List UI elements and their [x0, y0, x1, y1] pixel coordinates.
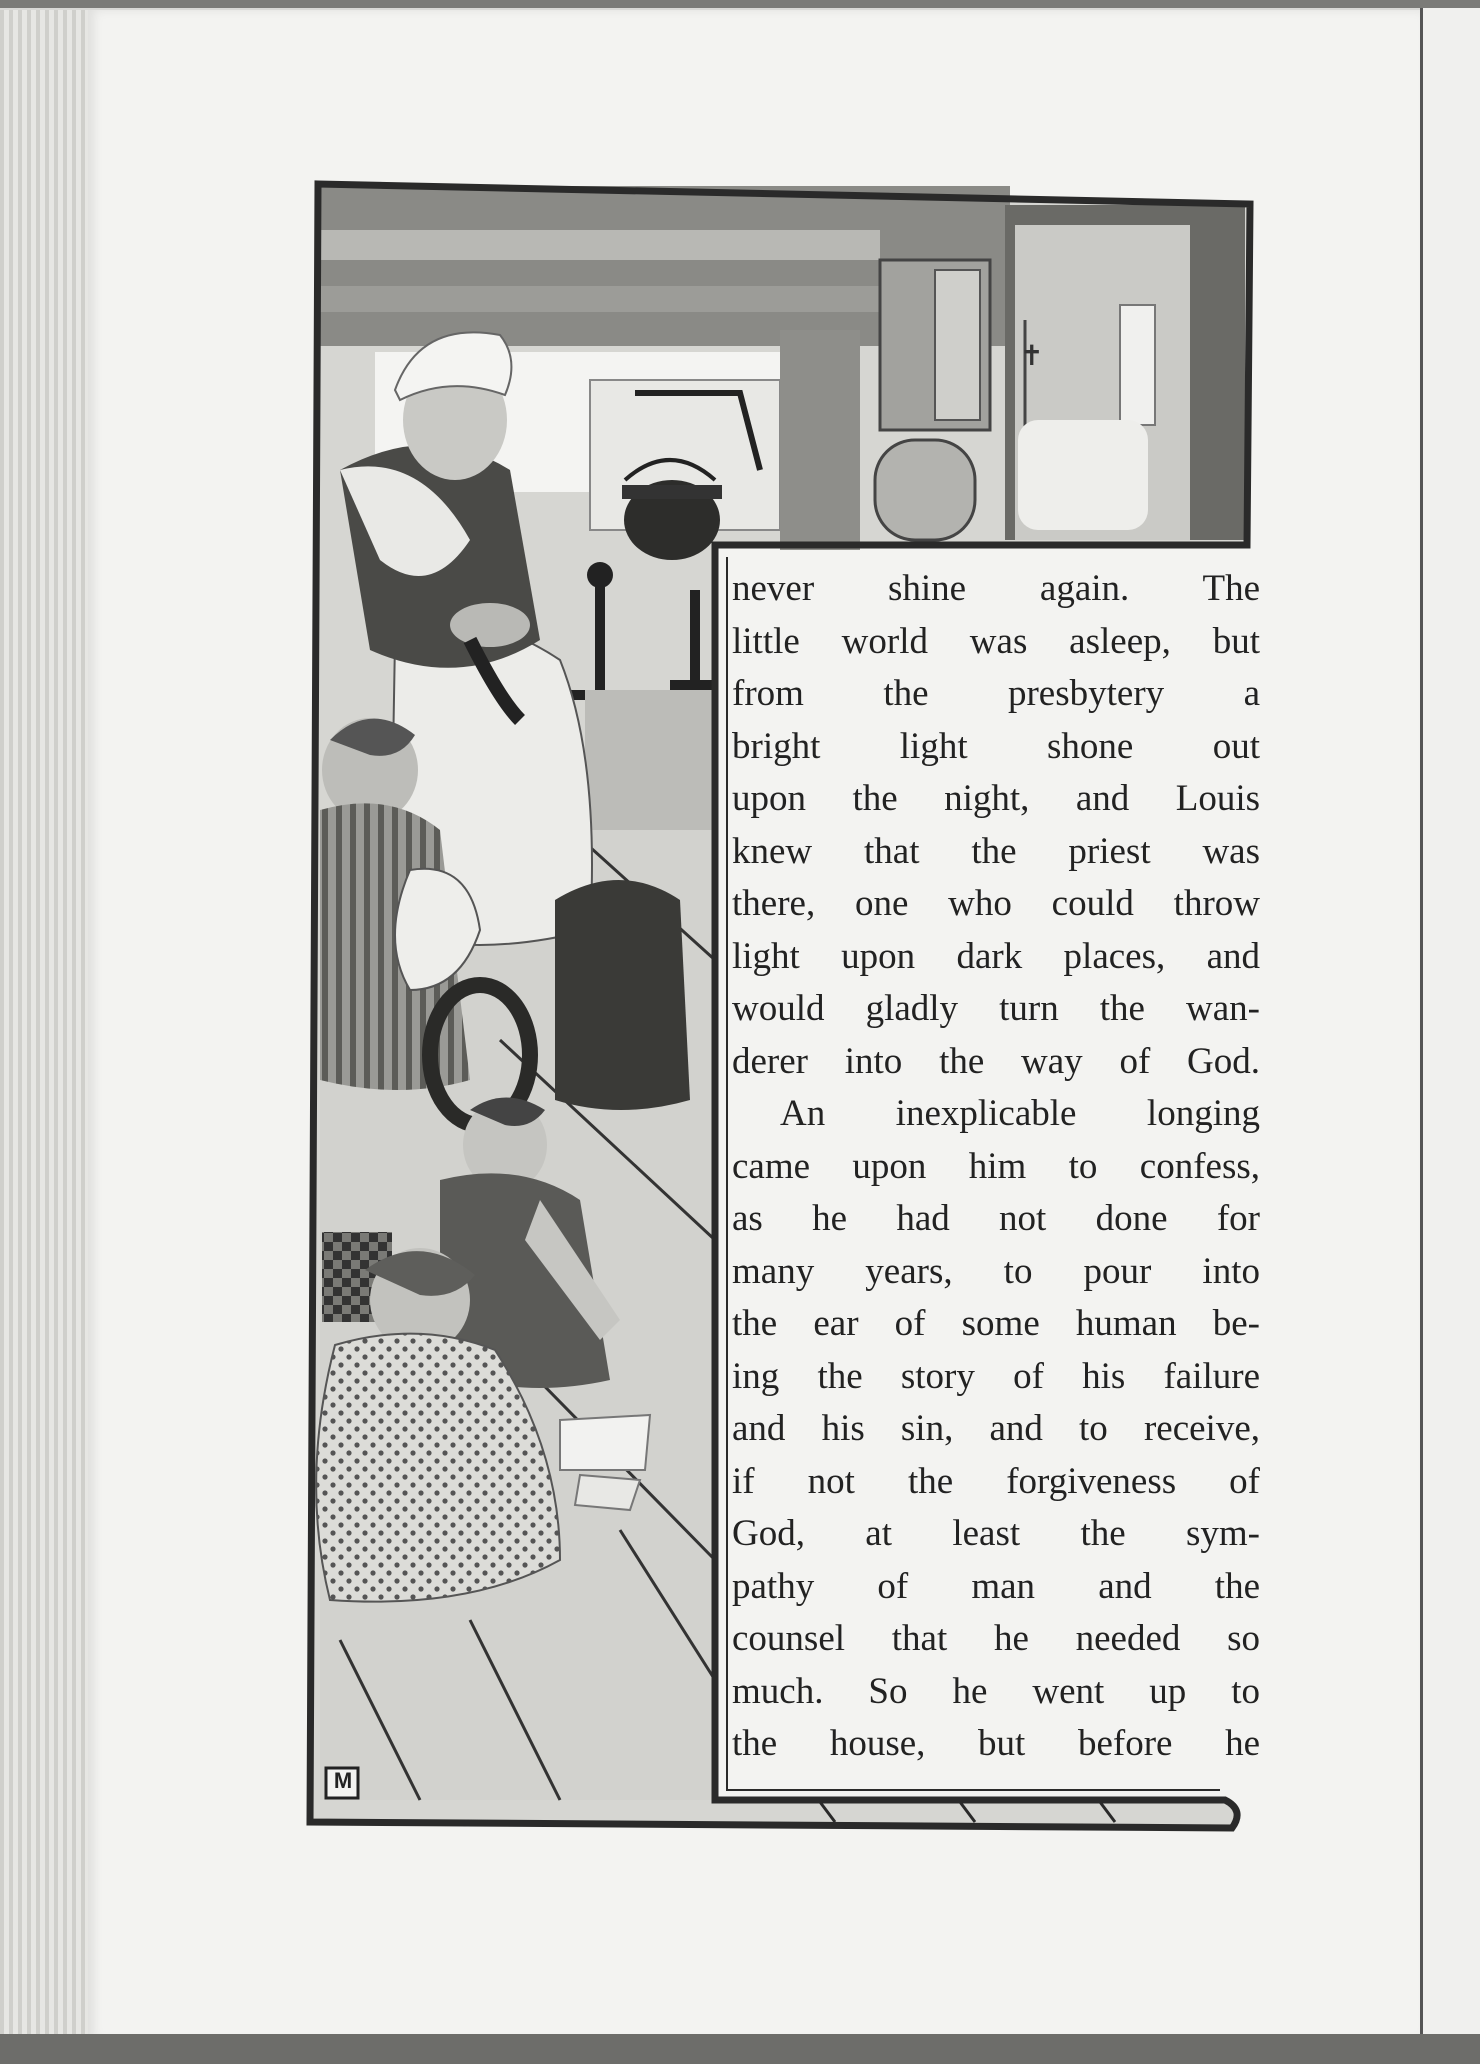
- text-line: there, one who could throw: [732, 883, 1260, 924]
- text-line: knew that the priest was: [732, 830, 1260, 872]
- text-line: derer into the way of God.: [732, 1040, 1260, 1082]
- text-line: came upon him to confess,: [732, 1145, 1260, 1187]
- text-line: little world was asleep, but: [732, 620, 1260, 662]
- text-line: from the presbytery a: [732, 673, 1260, 714]
- text-line: bright light shone out: [732, 725, 1260, 767]
- text-line: and his sin, and to receive,: [732, 1408, 1260, 1449]
- text-line: the house, but before he: [732, 1723, 1260, 1764]
- text-line: ing the story of his failure: [732, 1355, 1260, 1397]
- text-line: many years, to pour into: [732, 1250, 1260, 1292]
- text-line: much. So he went up to: [732, 1670, 1260, 1712]
- text-line: God, at least the sym-: [732, 1513, 1260, 1554]
- monogram-label: M: [333, 1768, 353, 1793]
- text-line: counsel that he needed so: [732, 1618, 1260, 1659]
- text-line: light upon dark places, and: [732, 935, 1260, 977]
- text-line: as he had not done for: [732, 1198, 1260, 1239]
- text-line: the ear of some human be-: [732, 1303, 1260, 1344]
- text-line: would gladly turn the wan-: [732, 988, 1260, 1029]
- text-line: pathy of man and the: [732, 1565, 1260, 1607]
- text-line: if not the forgiveness of: [732, 1460, 1260, 1502]
- text-line: upon the night, and Louis: [732, 778, 1260, 819]
- svg-text:✝: ✝: [1020, 341, 1044, 372]
- text-line: never shine again. The: [732, 568, 1260, 609]
- text-column: [732, 563, 1260, 1771]
- text-line: An inexplicable longing: [780, 1093, 1260, 1134]
